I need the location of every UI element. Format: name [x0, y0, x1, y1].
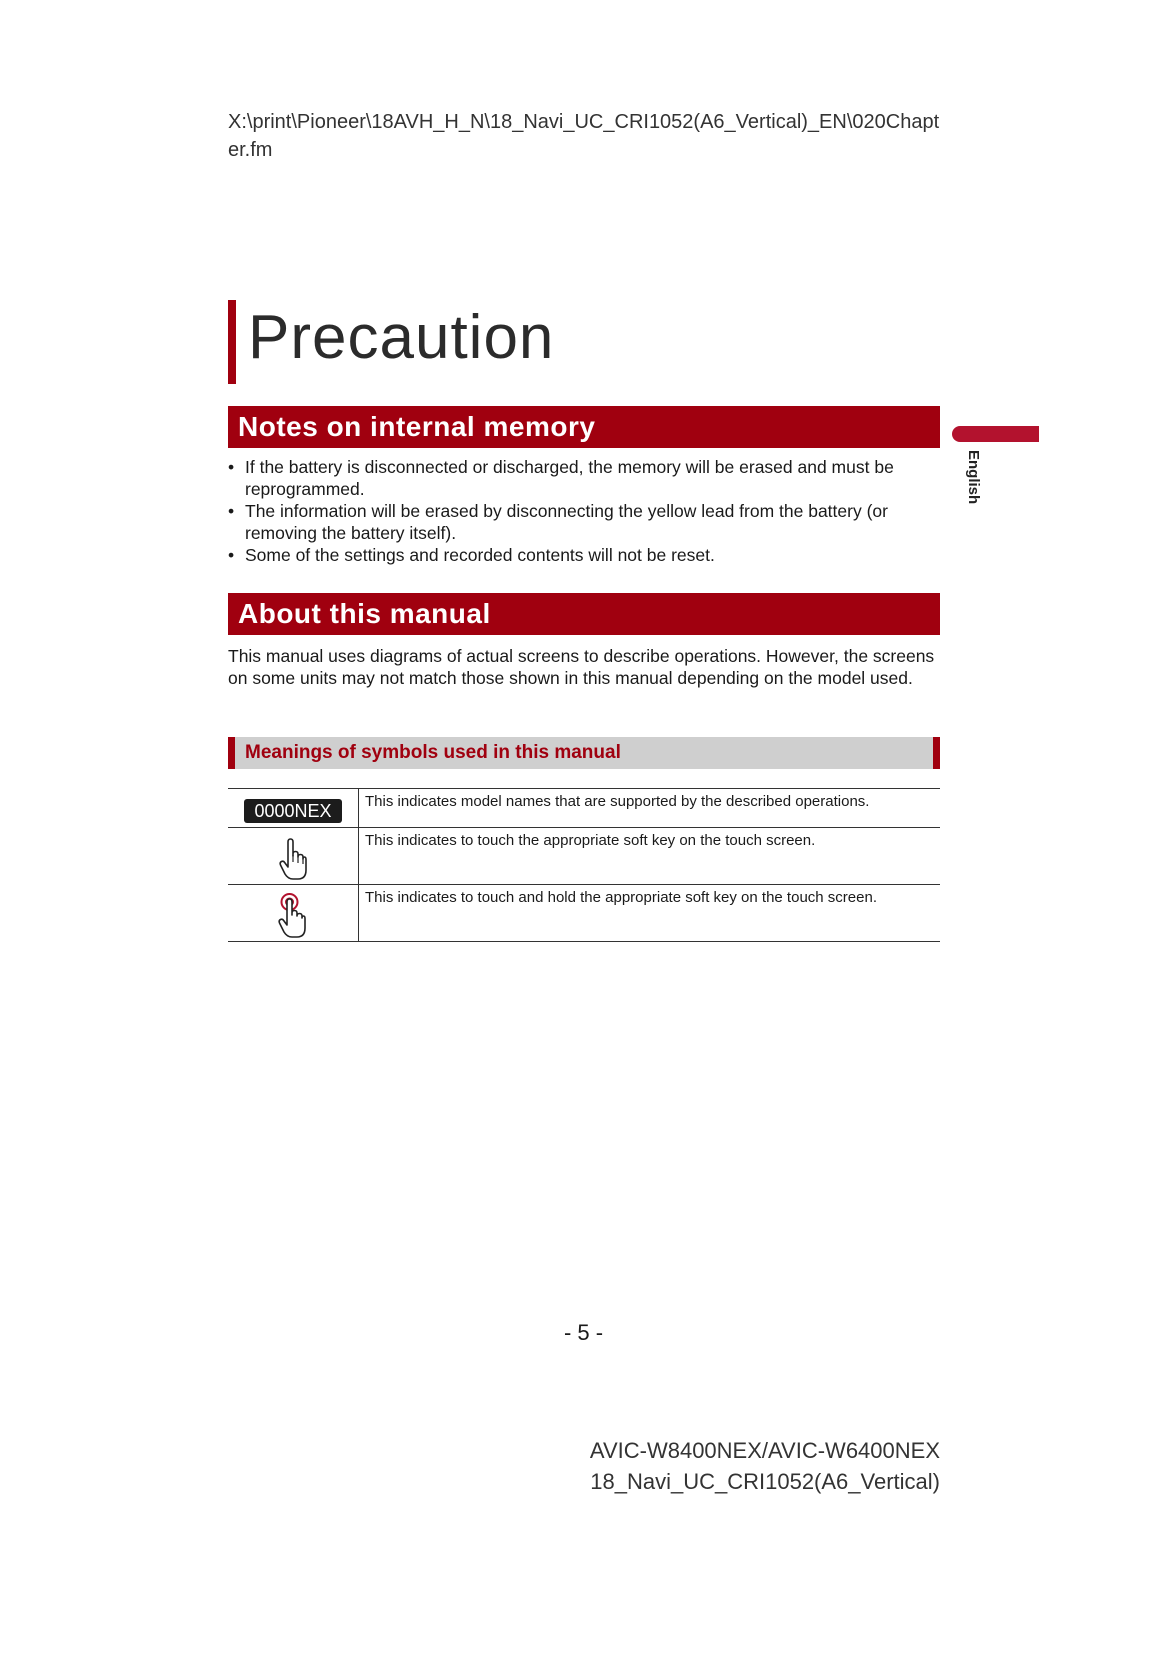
footer-model: AVIC-W8400NEX/AVIC-W6400NEX: [589, 1438, 940, 1463]
symbol-description: This indicates to touch and hold the appropriate soft key on the touch screen.: [359, 885, 941, 942]
file-path-header: X:\print\Pioneer\18AVH_H_N\18_Navi_UC_CRI1052(A6_Vertical)_EN\020Chapter.fm: [228, 111, 940, 161]
list-item: • Some of the settings and recorded contents will not be reset.: [228, 544, 940, 566]
list-item: • If the battery is disconnected or discharged, the memory will be erased and must be reprogrammed.: [228, 456, 940, 500]
table-row: [228, 828, 940, 885]
symbol-description: This indicates to touch the appropriate soft key on the touch screen.: [359, 828, 941, 885]
about-manual-paragraph: This manual uses diagrams of actual screens to describe operations. However, the screens on some units may not match those shown in this manual depending on the model used.: [228, 646, 935, 688]
list-item: • The information will be erased by disconnecting the yellow lead from the battery (or removing the battery itself).: [228, 500, 940, 544]
footer: [590, 1435, 940, 1497]
subsection-title: Meanings of symbols used in this manual: [245, 742, 621, 763]
page-number: - 5 -: [563, 1320, 604, 1345]
chapter-title: Precaution: [248, 303, 555, 372]
language-tab-label: English: [965, 450, 982, 505]
touch-hand-icon: [279, 838, 307, 882]
section-title-about-manual: About this manual: [228, 593, 940, 635]
section-title-internal-memory: Notes on internal memory: [228, 406, 940, 448]
touch-hold-hand-icon: [278, 893, 308, 939]
language-tab-marker: [952, 426, 1039, 442]
symbol-cell: [228, 828, 359, 885]
memory-notes-list: [228, 456, 940, 566]
subsection-symbols-heading: [228, 737, 940, 769]
symbol-description: This indicates model names that are supported by the described operations.: [359, 789, 941, 828]
symbol-cell: [228, 885, 359, 942]
symbols-table: [228, 788, 940, 942]
table-row: [228, 789, 940, 828]
table-row: [228, 885, 940, 942]
model-name-badge: 0000NEX: [244, 799, 341, 823]
chapter-heading: [228, 300, 554, 384]
symbol-cell: [228, 789, 359, 828]
footer-code: 18_Navi_UC_CRI1052(A6_Vertical): [590, 1469, 940, 1494]
